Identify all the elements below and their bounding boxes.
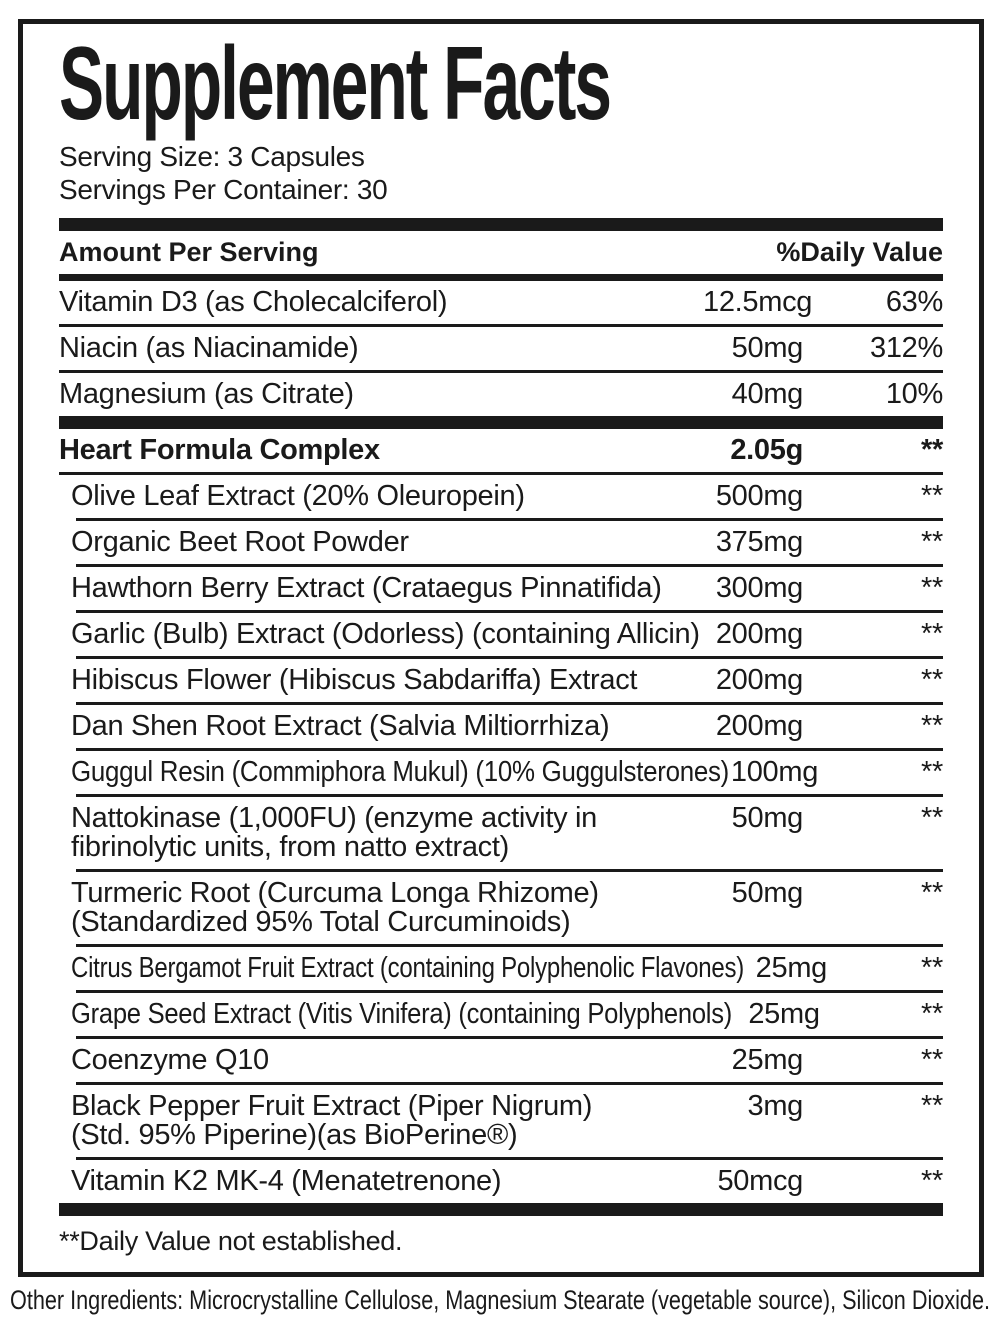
ingredient-name: [59, 758, 729, 787]
other-ingredients-text: Other Ingredients: Microcrystalline Cellulose, Magnesium Stearate (vegetable source), Silicon Dioxide.: [10, 1285, 991, 1315]
ingredient-row: [59, 705, 943, 748]
ingredient-name: [59, 288, 703, 317]
ingredient-amount: 25mg: [731, 1044, 803, 1076]
ingredient-name-line1: Turmeric Root (Curcuma Longa Rhizome): [71, 877, 599, 909]
ingredient-daily-value: **: [921, 1090, 943, 1122]
ingredient-row: [59, 872, 943, 944]
ingredient-name-line1: Organic Beet Root Powder: [71, 526, 409, 558]
nutrient-row: [59, 281, 943, 324]
ingredient-amount: 100mg: [730, 756, 819, 788]
ingredient-amount: 50mg: [731, 332, 803, 364]
footnote: **Daily Value not established.: [59, 1226, 403, 1256]
ingredient-daily-value: **: [921, 998, 943, 1030]
ingredient-amount: 200mg: [715, 710, 803, 742]
nutrient-row: [59, 373, 943, 416]
ingredient-daily-value: 312%: [870, 332, 943, 364]
ingredient-daily-value: **: [921, 877, 943, 909]
ingredient-row: [59, 567, 943, 610]
ingredient-name: [59, 804, 703, 862]
ingredient-daily-value: **: [921, 802, 943, 834]
ingredient-name-line1: Coenzyme Q10: [71, 1044, 269, 1076]
divider-thick-bar: [59, 416, 943, 429]
ingredient-amount: 375mg: [715, 526, 803, 558]
ingredient-amount: 25mg: [748, 998, 820, 1030]
ingredient-name: [59, 574, 703, 603]
nutrient-rows: [59, 281, 943, 416]
other-ingredients: [10, 1285, 990, 1315]
ingredient-rows: [59, 472, 943, 1203]
ingredient-row: [59, 613, 943, 656]
ingredient-daily-value: 10%: [885, 378, 943, 410]
ingredient-row: [59, 1160, 943, 1203]
ingredient-name-line1: Garlic (Bulb) Extract (Odorless) (containing Allicin): [71, 618, 700, 650]
ingredient-name-line1: Guggul Resin (Commiphora Mukul) (10% Guggulsterones): [71, 756, 730, 788]
divider-medium-bar: [59, 274, 943, 281]
ingredient-daily-value: **: [921, 480, 943, 512]
ingredient-name-line1: Grape Seed Extract (Vitis Vinifera) (containing Polyphenols): [71, 998, 732, 1030]
complex-amount: 2.05g: [730, 434, 803, 466]
ingredient-name-line1: Hawthorn Berry Extract (Crataegus Pinnatifida): [71, 572, 662, 604]
ingredient-row: [59, 475, 943, 518]
complex-header-row: [59, 429, 943, 472]
ingredient-row: [59, 1039, 943, 1082]
ingredient-daily-value: **: [921, 710, 943, 742]
ingredient-name-line2: (Std. 95% Piperine)(as BioPerine®): [71, 1119, 518, 1151]
ingredient-amount: 200mg: [715, 664, 803, 696]
ingredient-amount: 50mcg: [717, 1165, 803, 1197]
ingredient-amount: 500mg: [715, 480, 803, 512]
nutrient-row: [59, 327, 943, 370]
divider-thick-bar: [59, 1203, 943, 1216]
ingredient-name: [59, 1000, 732, 1029]
ingredient-name-line1: Vitamin D3 (as Cholecalciferol): [59, 286, 448, 318]
ingredient-name: [59, 528, 703, 557]
supplement-facts-panel: [18, 19, 984, 1277]
ingredient-name: [59, 334, 703, 363]
ingredient-daily-value: **: [921, 1165, 943, 1197]
ingredient-name: [59, 1167, 703, 1196]
ingredient-name-line2: fibrinolytic units, from natto extract): [71, 831, 509, 863]
ingredient-name: [59, 620, 703, 649]
ingredient-daily-value: **: [921, 952, 944, 984]
servings-per-container: Servings Per Container: 30: [59, 174, 388, 205]
ingredient-name: [59, 380, 703, 409]
ingredient-row: [59, 797, 943, 869]
complex-daily-value: **: [921, 434, 943, 466]
ingredient-name-line1: Hibiscus Flower (Hibiscus Sabdariffa) Extract: [71, 664, 638, 696]
ingredient-amount: 40mg: [731, 378, 803, 410]
ingredient-amount: 12.5mcg: [703, 286, 813, 318]
ingredient-name-line1: Dan Shen Root Extract (Salvia Miltiorrhiza): [71, 710, 610, 742]
table-header-row: [59, 231, 943, 274]
ingredient-name-line1: Black Pepper Fruit Extract (Piper Nigrum): [71, 1090, 593, 1122]
ingredient-amount: 200mg: [715, 618, 803, 650]
ingredient-name-line1: Niacin (as Niacinamide): [59, 332, 359, 364]
divider-thick-bar: [59, 218, 943, 231]
ingredient-daily-value: 63%: [885, 286, 943, 318]
ingredient-amount: 25mg: [755, 952, 828, 984]
ingredient-daily-value: **: [921, 526, 943, 558]
ingredient-name: [59, 1046, 703, 1075]
ingredient-amount: 3mg: [747, 1090, 803, 1122]
ingredient-name: [59, 1092, 703, 1150]
ingredient-name-line1: Nattokinase (1,000FU) (enzyme activity in: [71, 802, 598, 834]
ingredient-name: [59, 879, 703, 937]
ingredient-name: [59, 666, 703, 695]
ingredient-daily-value: **: [921, 664, 943, 696]
ingredient-row: [59, 659, 943, 702]
ingredient-row: [59, 521, 943, 564]
ingredient-amount: 50mg: [731, 877, 803, 909]
ingredient-amount: 300mg: [715, 572, 803, 604]
ingredient-name: [59, 954, 744, 983]
ingredient-name-line1: Olive Leaf Extract (20% Oleuropein): [71, 480, 525, 512]
ingredient-row: [59, 751, 943, 794]
ingredient-row: [59, 947, 943, 990]
ingredient-name-line1: Vitamin K2 MK-4 (Menatetrenone): [71, 1165, 502, 1197]
ingredient-daily-value: **: [921, 1044, 943, 1076]
amount-per-serving-header: Amount Per Serving: [59, 237, 319, 267]
ingredient-name: [59, 712, 703, 741]
ingredient-daily-value: **: [921, 756, 943, 788]
ingredient-name-line1: Citrus Bergamot Fruit Extract (containing Polyphenolic Flavones): [71, 952, 744, 984]
ingredient-row: [59, 1085, 943, 1157]
serving-size: Serving Size: 3 Capsules: [59, 141, 365, 172]
ingredient-name-line2: (Standardized 95% Total Curcuminoids): [71, 906, 571, 938]
footnote-block: [59, 1203, 943, 1256]
ingredient-name-line1: Magnesium (as Citrate): [59, 378, 354, 410]
complex-name: Heart Formula Complex: [59, 434, 380, 466]
ingredient-name: [59, 482, 703, 511]
page-title: Supplement Facts: [59, 26, 611, 142]
daily-value-header: %Daily Value: [776, 237, 943, 267]
ingredient-amount: 50mg: [731, 802, 803, 834]
ingredient-row: [59, 993, 943, 1036]
ingredient-daily-value: **: [921, 618, 943, 650]
ingredient-daily-value: **: [921, 572, 943, 604]
